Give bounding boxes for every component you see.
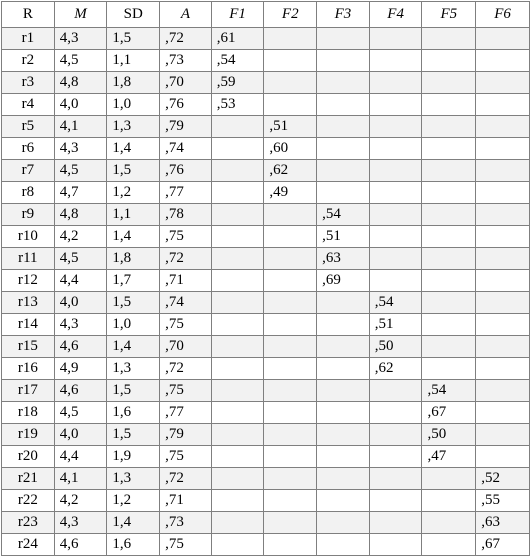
cell-sd: 1,2 — [107, 182, 160, 204]
cell-mean: 4,3 — [54, 28, 107, 50]
cell-f1 — [211, 226, 264, 248]
cell-sd: 1,8 — [107, 72, 160, 94]
cell-mean: 4,2 — [54, 490, 107, 512]
cell-f1 — [211, 248, 264, 270]
cell-sd: 1,5 — [107, 28, 160, 50]
cell-f3 — [317, 314, 370, 336]
cell-f6 — [476, 446, 530, 468]
cell-f2 — [264, 336, 317, 358]
cell-f1 — [211, 446, 264, 468]
table-row — [2, 116, 530, 138]
cell-f1 — [211, 490, 264, 512]
header-cell-a: A — [160, 2, 212, 28]
cell-f5 — [422, 490, 476, 512]
cell-f2 — [264, 468, 317, 490]
cell-alpha: ,71 — [160, 490, 212, 512]
table-row — [2, 512, 530, 534]
cell-alpha: ,77 — [160, 182, 212, 204]
cell-row-label: r2 — [2, 50, 55, 72]
cell-f3 — [317, 72, 370, 94]
header-cell-f5: F5 — [422, 2, 476, 28]
cell-alpha: ,79 — [160, 424, 212, 446]
cell-row-label: r19 — [2, 424, 55, 446]
table-row — [2, 490, 530, 512]
table-row — [2, 94, 530, 116]
cell-f1: ,54 — [211, 50, 264, 72]
cell-f4 — [369, 490, 422, 512]
cell-sd: 1,5 — [107, 380, 160, 402]
table-row — [2, 380, 530, 402]
cell-mean: 4,5 — [54, 50, 107, 72]
cell-f2 — [264, 402, 317, 424]
cell-f5 — [422, 204, 476, 226]
cell-f2 — [264, 446, 317, 468]
cell-f5 — [422, 116, 476, 138]
cell-f1 — [211, 424, 264, 446]
cell-f3 — [317, 380, 370, 402]
cell-row-label: r13 — [2, 292, 55, 314]
cell-f4 — [369, 160, 422, 182]
cell-f1 — [211, 270, 264, 292]
cell-sd: 1,0 — [107, 314, 160, 336]
cell-f1 — [211, 160, 264, 182]
cell-f1 — [211, 468, 264, 490]
table-row — [2, 292, 530, 314]
cell-f2 — [264, 534, 317, 556]
cell-mean: 4,1 — [54, 468, 107, 490]
cell-row-label: r15 — [2, 336, 55, 358]
cell-row-label: r3 — [2, 72, 55, 94]
cell-f5: ,67 — [422, 402, 476, 424]
cell-mean: 4,7 — [54, 182, 107, 204]
cell-f1 — [211, 138, 264, 160]
cell-f3 — [317, 358, 370, 380]
cell-f3 — [317, 424, 370, 446]
cell-alpha: ,75 — [160, 446, 212, 468]
cell-mean: 4,1 — [54, 116, 107, 138]
header-cell-f4: F4 — [369, 2, 422, 28]
cell-sd: 1,4 — [107, 138, 160, 160]
cell-f2 — [264, 50, 317, 72]
cell-f5: ,47 — [422, 446, 476, 468]
cell-f4 — [369, 446, 422, 468]
cell-f6 — [476, 248, 530, 270]
cell-f5 — [422, 336, 476, 358]
cell-f2 — [264, 358, 317, 380]
cell-f2 — [264, 380, 317, 402]
cell-f6 — [476, 292, 530, 314]
cell-alpha: ,76 — [160, 160, 212, 182]
cell-sd: 1,7 — [107, 270, 160, 292]
cell-sd: 1,0 — [107, 94, 160, 116]
cell-f3 — [317, 138, 370, 160]
cell-sd: 1,5 — [107, 160, 160, 182]
cell-alpha: ,72 — [160, 358, 212, 380]
cell-f2 — [264, 226, 317, 248]
factor-loadings-table — [1, 1, 530, 556]
cell-f2 — [264, 270, 317, 292]
table-row — [2, 358, 530, 380]
cell-f1 — [211, 292, 264, 314]
cell-f3 — [317, 468, 370, 490]
cell-f1 — [211, 358, 264, 380]
cell-f1 — [211, 314, 264, 336]
cell-f1 — [211, 204, 264, 226]
cell-f5 — [422, 182, 476, 204]
cell-mean: 4,8 — [54, 72, 107, 94]
cell-f5 — [422, 160, 476, 182]
cell-f3 — [317, 160, 370, 182]
cell-mean: 4,0 — [54, 94, 107, 116]
cell-f6 — [476, 160, 530, 182]
cell-sd: 1,4 — [107, 226, 160, 248]
cell-row-label: r4 — [2, 94, 55, 116]
cell-mean: 4,5 — [54, 248, 107, 270]
cell-row-label: r18 — [2, 402, 55, 424]
cell-alpha: ,75 — [160, 380, 212, 402]
cell-f3 — [317, 512, 370, 534]
cell-sd: 1,4 — [107, 512, 160, 534]
cell-f3 — [317, 292, 370, 314]
cell-f2: ,49 — [264, 182, 317, 204]
cell-f6 — [476, 226, 530, 248]
table-row — [2, 138, 530, 160]
cell-row-label: r20 — [2, 446, 55, 468]
cell-alpha: ,74 — [160, 292, 212, 314]
cell-f5: ,50 — [422, 424, 476, 446]
cell-f4: ,54 — [369, 292, 422, 314]
cell-alpha: ,79 — [160, 116, 212, 138]
header-cell-f1: F1 — [211, 2, 264, 28]
table-row — [2, 534, 530, 556]
cell-f4 — [369, 116, 422, 138]
cell-row-label: r5 — [2, 116, 55, 138]
table-row — [2, 226, 530, 248]
cell-alpha: ,75 — [160, 226, 212, 248]
header-row — [2, 2, 530, 28]
cell-f2 — [264, 292, 317, 314]
header-cell-m: M — [54, 2, 107, 28]
cell-f3 — [317, 116, 370, 138]
cell-f4 — [369, 402, 422, 424]
cell-f6: ,55 — [476, 490, 530, 512]
cell-f6 — [476, 138, 530, 160]
cell-row-label: r6 — [2, 138, 55, 160]
cell-f1 — [211, 534, 264, 556]
cell-f5 — [422, 292, 476, 314]
cell-f5 — [422, 226, 476, 248]
cell-f5 — [422, 314, 476, 336]
cell-alpha: ,72 — [160, 28, 212, 50]
cell-f2 — [264, 72, 317, 94]
cell-mean: 4,4 — [54, 446, 107, 468]
cell-f4 — [369, 226, 422, 248]
header-cell-f2: F2 — [264, 2, 317, 28]
header-cell-f3: F3 — [317, 2, 370, 28]
cell-f5 — [422, 534, 476, 556]
cell-sd: 1,9 — [107, 446, 160, 468]
cell-mean: 4,0 — [54, 424, 107, 446]
table-body — [2, 28, 530, 556]
cell-f2 — [264, 248, 317, 270]
cell-row-label: r22 — [2, 490, 55, 512]
cell-f6: ,67 — [476, 534, 530, 556]
cell-f4 — [369, 380, 422, 402]
header-cell-f6: F6 — [476, 2, 530, 28]
cell-f5 — [422, 512, 476, 534]
cell-alpha: ,74 — [160, 138, 212, 160]
cell-row-label: r7 — [2, 160, 55, 182]
table-row — [2, 270, 530, 292]
cell-f5 — [422, 248, 476, 270]
cell-f3 — [317, 402, 370, 424]
cell-mean: 4,6 — [54, 534, 107, 556]
cell-f2: ,62 — [264, 160, 317, 182]
cell-mean: 4,8 — [54, 204, 107, 226]
cell-f6 — [476, 358, 530, 380]
cell-f6: ,52 — [476, 468, 530, 490]
cell-f1 — [211, 402, 264, 424]
cell-f2 — [264, 94, 317, 116]
cell-row-label: r9 — [2, 204, 55, 226]
cell-f1 — [211, 182, 264, 204]
table-row — [2, 402, 530, 424]
cell-sd: 1,2 — [107, 490, 160, 512]
cell-f3 — [317, 94, 370, 116]
table-row — [2, 314, 530, 336]
header-cell-r: R — [2, 2, 55, 28]
cell-row-label: r16 — [2, 358, 55, 380]
cell-f6 — [476, 402, 530, 424]
cell-f5 — [422, 138, 476, 160]
cell-sd: 1,4 — [107, 336, 160, 358]
cell-f1 — [211, 336, 264, 358]
cell-mean: 4,3 — [54, 512, 107, 534]
cell-f6 — [476, 314, 530, 336]
cell-mean: 4,9 — [54, 358, 107, 380]
cell-f4 — [369, 534, 422, 556]
cell-f6 — [476, 424, 530, 446]
cell-f3: ,63 — [317, 248, 370, 270]
table-row — [2, 182, 530, 204]
cell-f4 — [369, 28, 422, 50]
cell-sd: 1,5 — [107, 424, 160, 446]
cell-sd: 1,5 — [107, 292, 160, 314]
cell-alpha: ,72 — [160, 248, 212, 270]
cell-f3 — [317, 534, 370, 556]
cell-f3 — [317, 336, 370, 358]
cell-f4 — [369, 182, 422, 204]
cell-row-label: r8 — [2, 182, 55, 204]
cell-f5 — [422, 72, 476, 94]
cell-row-label: r1 — [2, 28, 55, 50]
cell-f2 — [264, 424, 317, 446]
cell-mean: 4,6 — [54, 336, 107, 358]
cell-f1: ,61 — [211, 28, 264, 50]
cell-f5 — [422, 358, 476, 380]
cell-f4 — [369, 94, 422, 116]
cell-f6 — [476, 72, 530, 94]
cell-sd: 1,8 — [107, 248, 160, 270]
cell-f2: ,60 — [264, 138, 317, 160]
cell-f4 — [369, 50, 422, 72]
cell-mean: 4,0 — [54, 292, 107, 314]
cell-f6 — [476, 116, 530, 138]
cell-f1 — [211, 512, 264, 534]
cell-f2 — [264, 204, 317, 226]
cell-f6 — [476, 204, 530, 226]
cell-alpha: ,73 — [160, 512, 212, 534]
cell-sd: 1,3 — [107, 468, 160, 490]
cell-alpha: ,77 — [160, 402, 212, 424]
cell-f4 — [369, 248, 422, 270]
cell-mean: 4,2 — [54, 226, 107, 248]
cell-alpha: ,71 — [160, 270, 212, 292]
cell-f6 — [476, 28, 530, 50]
table-row — [2, 336, 530, 358]
cell-f5 — [422, 94, 476, 116]
cell-row-label: r21 — [2, 468, 55, 490]
cell-alpha: ,75 — [160, 534, 212, 556]
cell-f3 — [317, 446, 370, 468]
cell-sd: 1,3 — [107, 116, 160, 138]
cell-f2 — [264, 314, 317, 336]
cell-f1 — [211, 380, 264, 402]
cell-f4 — [369, 72, 422, 94]
cell-f4 — [369, 138, 422, 160]
table-row — [2, 424, 530, 446]
table-row — [2, 28, 530, 50]
cell-f4: ,51 — [369, 314, 422, 336]
cell-f4: ,50 — [369, 336, 422, 358]
cell-mean: 4,5 — [54, 402, 107, 424]
cell-row-label: r10 — [2, 226, 55, 248]
cell-f6 — [476, 50, 530, 72]
cell-alpha: ,76 — [160, 94, 212, 116]
cell-f6 — [476, 270, 530, 292]
cell-alpha: ,70 — [160, 72, 212, 94]
cell-row-label: r24 — [2, 534, 55, 556]
cell-f6 — [476, 336, 530, 358]
cell-f2 — [264, 512, 317, 534]
cell-row-label: r14 — [2, 314, 55, 336]
cell-f6 — [476, 380, 530, 402]
cell-alpha: ,78 — [160, 204, 212, 226]
cell-f5 — [422, 28, 476, 50]
cell-sd: 1,6 — [107, 402, 160, 424]
cell-f2 — [264, 28, 317, 50]
cell-sd: 1,1 — [107, 50, 160, 72]
cell-row-label: r11 — [2, 248, 55, 270]
cell-f2 — [264, 490, 317, 512]
cell-f5 — [422, 468, 476, 490]
cell-f4 — [369, 512, 422, 534]
cell-f4 — [369, 204, 422, 226]
cell-f5 — [422, 270, 476, 292]
cell-mean: 4,6 — [54, 380, 107, 402]
cell-sd: 1,3 — [107, 358, 160, 380]
table-row — [2, 468, 530, 490]
cell-f4 — [369, 270, 422, 292]
cell-mean: 4,4 — [54, 270, 107, 292]
table-row — [2, 50, 530, 72]
cell-f1 — [211, 116, 264, 138]
cell-alpha: ,70 — [160, 336, 212, 358]
cell-f6 — [476, 94, 530, 116]
cell-alpha: ,75 — [160, 314, 212, 336]
cell-f3 — [317, 50, 370, 72]
table-row — [2, 248, 530, 270]
cell-row-label: r12 — [2, 270, 55, 292]
table-row — [2, 160, 530, 182]
cell-f3: ,54 — [317, 204, 370, 226]
cell-mean: 4,3 — [54, 138, 107, 160]
cell-sd: 1,6 — [107, 534, 160, 556]
cell-f5: ,54 — [422, 380, 476, 402]
cell-f3: ,69 — [317, 270, 370, 292]
cell-alpha: ,73 — [160, 50, 212, 72]
cell-f4: ,62 — [369, 358, 422, 380]
cell-f3 — [317, 182, 370, 204]
header-cell-sd: SD — [107, 2, 160, 28]
cell-f3 — [317, 490, 370, 512]
cell-f6: ,63 — [476, 512, 530, 534]
cell-f5 — [422, 50, 476, 72]
cell-row-label: r23 — [2, 512, 55, 534]
cell-f6 — [476, 182, 530, 204]
cell-f3: ,51 — [317, 226, 370, 248]
table-row — [2, 446, 530, 468]
cell-row-label: r17 — [2, 380, 55, 402]
cell-f1: ,53 — [211, 94, 264, 116]
table-row — [2, 204, 530, 226]
table-row — [2, 72, 530, 94]
cell-f2: ,51 — [264, 116, 317, 138]
cell-mean: 4,3 — [54, 314, 107, 336]
cell-f4 — [369, 424, 422, 446]
cell-sd: 1,1 — [107, 204, 160, 226]
cell-f4 — [369, 468, 422, 490]
cell-alpha: ,72 — [160, 468, 212, 490]
cell-f1: ,59 — [211, 72, 264, 94]
cell-f3 — [317, 28, 370, 50]
cell-mean: 4,5 — [54, 160, 107, 182]
